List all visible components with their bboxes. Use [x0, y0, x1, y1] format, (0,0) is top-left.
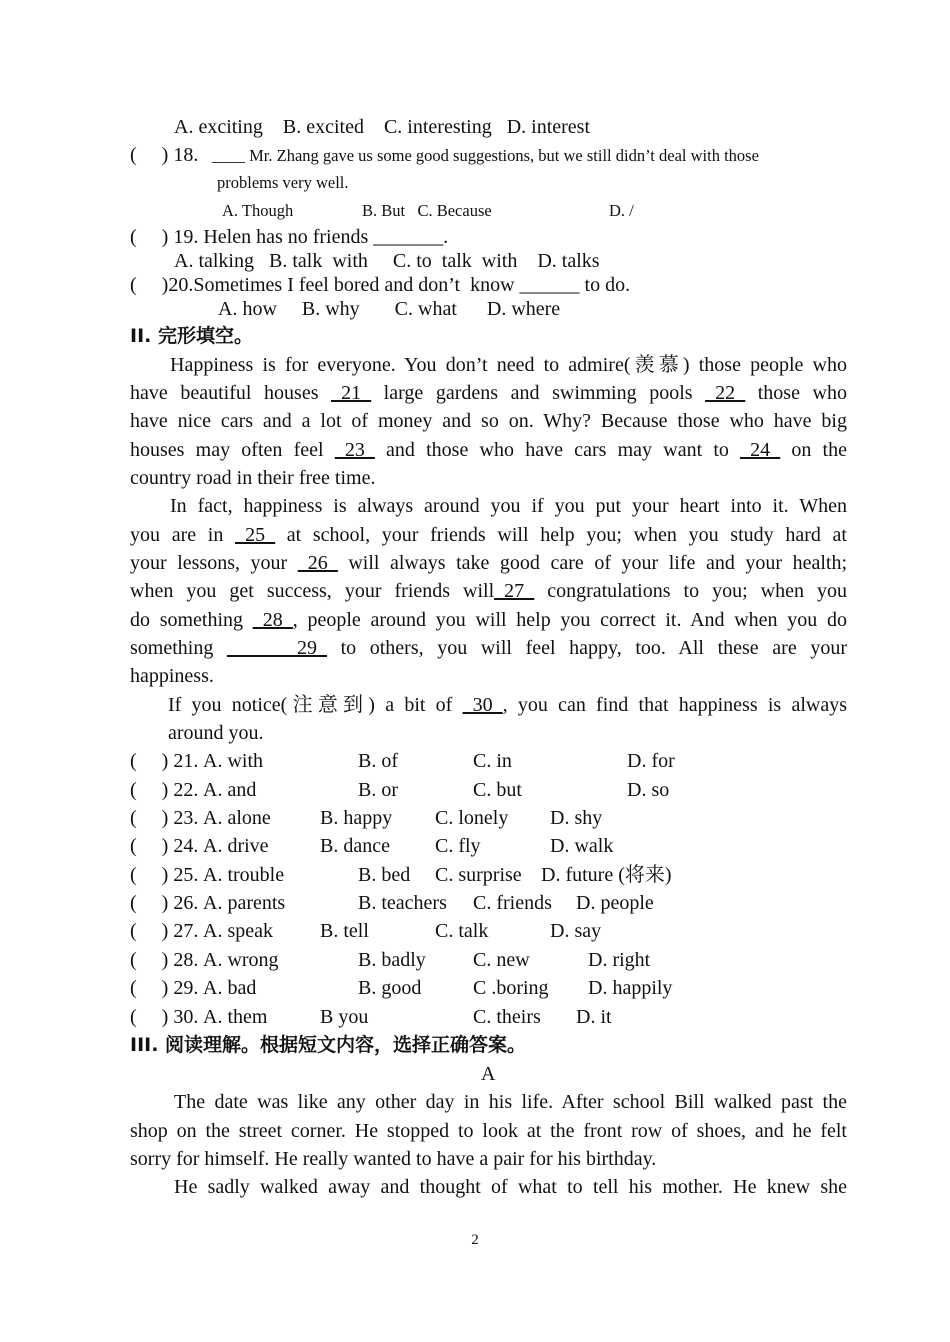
- q20-stem: ( )20.Sometimes I feel bored and don’t know ______ to do.: [130, 274, 631, 296]
- q28-number: ( ) 28.: [130, 949, 199, 971]
- passage-line: In fact, happiness is always around you if you put your heart into it. When: [170, 495, 847, 517]
- q22-option-a: A. and: [203, 779, 257, 801]
- q21-option-a: A. with: [203, 750, 263, 772]
- blank-24: _24_: [740, 439, 781, 461]
- q27-option-a: A. speak: [203, 920, 273, 942]
- q17-options: A. exciting B. excited C. interesting D. interest: [174, 116, 591, 138]
- q18-option-a: A. Though: [222, 201, 294, 220]
- q18-option-d: D. /: [609, 201, 634, 220]
- q28-option-a: A. wrong: [203, 949, 279, 971]
- q30-option-a: A. them: [203, 1006, 268, 1028]
- blank-27: _27_: [494, 580, 535, 602]
- q28-option-d: D. right: [588, 949, 651, 971]
- q25-option-b: B. bed: [358, 864, 411, 886]
- q30-option-b: B you: [320, 1006, 369, 1028]
- blank-30: _30_: [462, 694, 503, 716]
- section-2-title: II. 完形填空。: [130, 325, 253, 347]
- passage-line: Happiness is for everyone. You don’t need to admire(羡慕) those people who: [170, 354, 847, 376]
- q25-option-c: C. surprise: [435, 864, 522, 886]
- q19-stem: ( ) 19. Helen has no friends _______.: [130, 226, 449, 248]
- blank-28: _28_: [252, 609, 293, 631]
- q26-number: ( ) 26.: [130, 892, 199, 914]
- passage-line: your lessons, your _26_ will always take good care of your life and your health;: [130, 552, 848, 574]
- passage-line: around you.: [168, 722, 264, 744]
- q27-option-b: B. tell: [320, 920, 369, 942]
- q25-option-a: A. trouble: [203, 864, 285, 886]
- q30-option-d: D. it: [576, 1006, 612, 1028]
- q29-number: ( ) 29.: [130, 977, 199, 999]
- q26-option-b: B. teachers: [358, 892, 447, 914]
- q24-option-b: B. dance: [320, 835, 390, 857]
- q18-number: ( ) 18.: [130, 144, 199, 166]
- q22-option-d: D. so: [627, 779, 670, 801]
- blank-25: _25_: [235, 524, 276, 546]
- q26-option-d: D. people: [576, 892, 654, 914]
- passage-line: houses may often feel _23_ and those who have cars may want to _24_ on the: [130, 439, 847, 461]
- q18-stem-line2: problems very well.: [217, 173, 349, 192]
- q23-option-d: D. shy: [550, 807, 603, 829]
- q22-number: ( ) 22.: [130, 779, 199, 801]
- q27-number: ( ) 27.: [130, 920, 199, 942]
- q25-option-d: D. future (将来): [541, 864, 672, 886]
- blank-29: _______29_: [226, 637, 327, 659]
- q20-options: A. how B. why C. what D. where: [218, 298, 561, 320]
- reading-line: The date was like any other day in his life. After school Bill walked past the: [174, 1091, 847, 1113]
- q26-option-c: C. friends: [473, 892, 552, 914]
- q28-option-b: B. badly: [358, 949, 426, 971]
- q30-option-c: C. theirs: [473, 1006, 541, 1028]
- q23-option-b: B. happy: [320, 807, 393, 829]
- page-number: 2: [471, 1232, 479, 1248]
- passage-line: when you get success, your friends will_27_ congratulations to you; when you: [130, 580, 848, 602]
- blank-26: _26_: [297, 552, 338, 574]
- q22-option-c: C. but: [473, 779, 522, 801]
- blank-23: _23_: [334, 439, 375, 461]
- reading-line: shop on the street corner. He stopped to look at the front row of shoes, and he felt: [130, 1120, 847, 1142]
- q21-option-b: B. of: [358, 750, 398, 772]
- q23-option-c: C. lonely: [435, 807, 509, 829]
- q30-number: ( ) 30.: [130, 1006, 199, 1028]
- passage-line: have nice cars and a lot of money and so on. Why? Because those who have big: [130, 410, 847, 432]
- q23-number: ( ) 23.: [130, 807, 199, 829]
- q29-option-c: C .boring: [473, 977, 549, 999]
- q21-option-d: D. for: [627, 750, 675, 772]
- blank-21: _21_: [331, 382, 372, 404]
- q29-option-b: B. good: [358, 977, 422, 999]
- passage-line: happiness.: [130, 665, 214, 687]
- q21-option-c: C. in: [473, 750, 512, 772]
- passage-line: something _______29_ to others, you will feel happy, too. All these are your: [130, 637, 847, 659]
- q18-stem-line1: ____ Mr. Zhang gave us some good suggestions, but we still didn’t deal with those: [212, 146, 759, 165]
- q24-option-d: D. walk: [550, 835, 614, 857]
- passage-line: have beautiful houses _21_ large gardens and swimming pools _22_ those who: [130, 382, 847, 404]
- reading-line: He sadly walked away and thought of what to tell his mother. He knew she: [174, 1176, 847, 1198]
- reading-line: sorry for himself. He really wanted to have a pair for his birthday.: [130, 1148, 657, 1170]
- blank-22: _22_: [705, 382, 746, 404]
- q21-number: ( ) 21.: [130, 750, 199, 772]
- q19-options: A. talking B. talk with C. to talk with D. talks: [174, 250, 600, 272]
- q27-option-c: C. talk: [435, 920, 489, 942]
- q22-option-b: B. or: [358, 779, 398, 801]
- q29-option-d: D. happily: [588, 977, 673, 999]
- passage-line: If you notice(注意到) a bit of _30_, you can find that happiness is always: [168, 694, 847, 716]
- q24-option-a: A. drive: [203, 835, 269, 857]
- passage-line: country road in their free time.: [130, 467, 376, 489]
- q26-option-a: A. parents: [203, 892, 286, 914]
- q18-option-bc: B. But C. Because: [362, 201, 492, 220]
- q28-option-c: C. new: [473, 949, 530, 971]
- passage-line: do something _28_, people around you will help you correct it. And when you do: [130, 609, 847, 631]
- q24-number: ( ) 24.: [130, 835, 199, 857]
- q27-option-d: D. say: [550, 920, 602, 942]
- q25-number: ( ) 25.: [130, 864, 199, 886]
- reading-a-label: A: [481, 1063, 496, 1085]
- passage-line: you are in _25_ at school, your friends will help you; when you study hard at: [130, 524, 847, 546]
- q29-option-a: A. bad: [203, 977, 257, 999]
- q24-option-c: C. fly: [435, 835, 481, 857]
- section-3-title: III. 阅读理解。根据短文内容，选择正确答案。: [130, 1034, 527, 1056]
- q23-option-a: A. alone: [203, 807, 271, 829]
